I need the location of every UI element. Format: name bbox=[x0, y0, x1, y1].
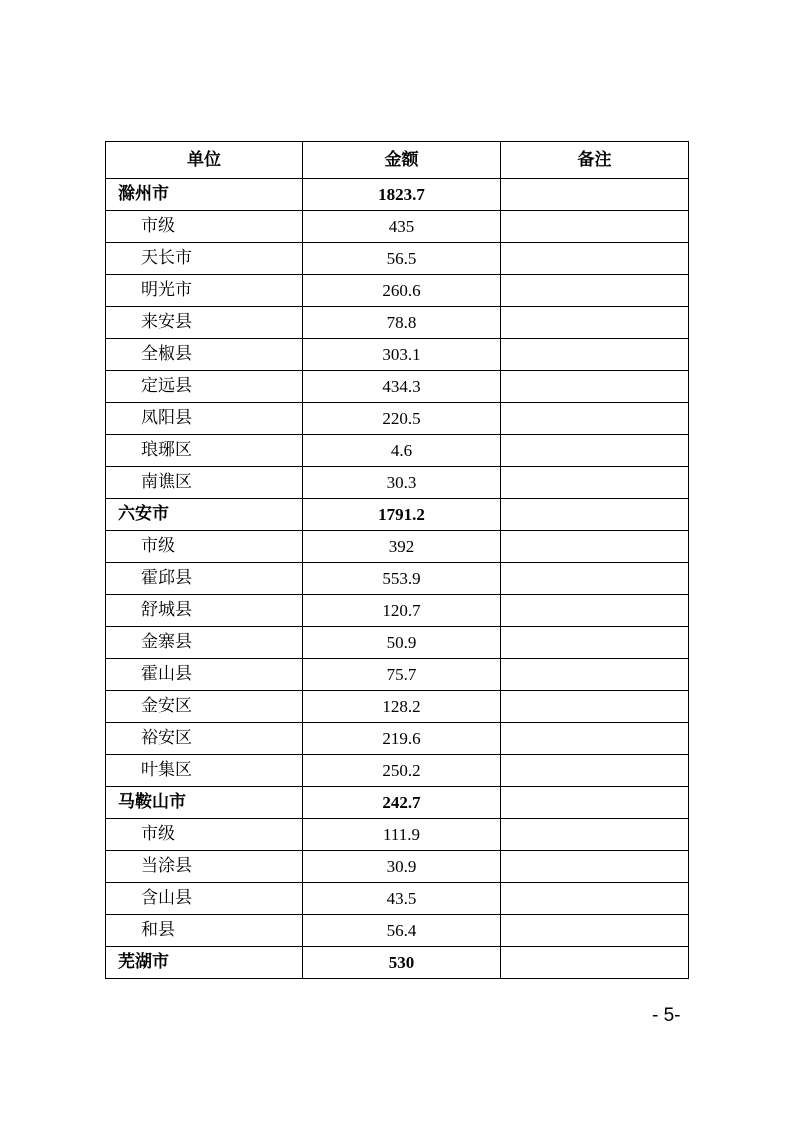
table-row bbox=[106, 403, 689, 435]
remarks-cell bbox=[501, 499, 689, 531]
remarks-cell bbox=[501, 627, 689, 659]
header-amount: 金额 bbox=[303, 142, 501, 179]
page-number: - 5- bbox=[652, 1005, 681, 1026]
remarks-cell bbox=[501, 659, 689, 691]
table-row bbox=[106, 691, 689, 723]
table-row bbox=[106, 915, 689, 947]
table-row bbox=[106, 595, 689, 627]
remarks-cell bbox=[501, 947, 689, 979]
remarks-cell bbox=[501, 723, 689, 755]
remarks-cell bbox=[501, 787, 689, 819]
city-name-cell: 芜湖市 bbox=[106, 947, 303, 979]
amount-cell: 50.9 bbox=[303, 627, 501, 659]
amount-cell: 219.6 bbox=[303, 723, 501, 755]
amount-cell: 303.1 bbox=[303, 339, 501, 371]
table-row bbox=[106, 851, 689, 883]
table-row bbox=[106, 723, 689, 755]
district-name-cell: 霍山县 bbox=[106, 659, 303, 691]
table-row bbox=[106, 531, 689, 563]
table-row bbox=[106, 883, 689, 915]
remarks-cell bbox=[501, 531, 689, 563]
amount-cell: 434.3 bbox=[303, 371, 501, 403]
amount-cell: 4.6 bbox=[303, 435, 501, 467]
district-name-cell: 天长市 bbox=[106, 243, 303, 275]
city-name-cell: 滁州市 bbox=[106, 179, 303, 211]
table-row bbox=[106, 179, 689, 211]
table-row bbox=[106, 787, 689, 819]
table-row bbox=[106, 275, 689, 307]
district-name-cell: 霍邱县 bbox=[106, 563, 303, 595]
table-row bbox=[106, 755, 689, 787]
table-row bbox=[106, 435, 689, 467]
amount-cell: 56.4 bbox=[303, 915, 501, 947]
district-name-cell: 市级 bbox=[106, 531, 303, 563]
remarks-cell bbox=[501, 211, 689, 243]
amount-cell: 75.7 bbox=[303, 659, 501, 691]
amount-cell: 260.6 bbox=[303, 275, 501, 307]
header-remarks: 备注 bbox=[501, 142, 689, 179]
table-row bbox=[106, 819, 689, 851]
district-name-cell: 明光市 bbox=[106, 275, 303, 307]
amount-cell: 242.7 bbox=[303, 787, 501, 819]
table-body bbox=[106, 179, 689, 979]
amount-cell: 128.2 bbox=[303, 691, 501, 723]
amount-cell: 43.5 bbox=[303, 883, 501, 915]
district-name-cell: 舒城县 bbox=[106, 595, 303, 627]
remarks-cell bbox=[501, 563, 689, 595]
district-name-cell: 金安区 bbox=[106, 691, 303, 723]
remarks-cell bbox=[501, 819, 689, 851]
remarks-cell bbox=[501, 339, 689, 371]
table-row bbox=[106, 211, 689, 243]
table-row bbox=[106, 371, 689, 403]
table-row bbox=[106, 307, 689, 339]
district-name-cell: 凤阳县 bbox=[106, 403, 303, 435]
remarks-cell bbox=[501, 403, 689, 435]
remarks-cell bbox=[501, 467, 689, 499]
remarks-cell bbox=[501, 243, 689, 275]
remarks-cell bbox=[501, 915, 689, 947]
remarks-cell bbox=[501, 755, 689, 787]
amount-cell: 30.3 bbox=[303, 467, 501, 499]
table-row bbox=[106, 563, 689, 595]
remarks-cell bbox=[501, 435, 689, 467]
table-row bbox=[106, 499, 689, 531]
header-unit: 单位 bbox=[106, 142, 303, 179]
district-name-cell: 叶集区 bbox=[106, 755, 303, 787]
amount-cell: 1791.2 bbox=[303, 499, 501, 531]
city-name-cell: 六安市 bbox=[106, 499, 303, 531]
district-name-cell: 当涂县 bbox=[106, 851, 303, 883]
amount-cell: 392 bbox=[303, 531, 501, 563]
district-name-cell: 金寨县 bbox=[106, 627, 303, 659]
remarks-cell bbox=[501, 307, 689, 339]
remarks-cell bbox=[501, 275, 689, 307]
remarks-cell bbox=[501, 595, 689, 627]
district-name-cell: 和县 bbox=[106, 915, 303, 947]
table-row bbox=[106, 627, 689, 659]
district-name-cell: 市级 bbox=[106, 211, 303, 243]
district-name-cell: 全椒县 bbox=[106, 339, 303, 371]
table-row bbox=[106, 947, 689, 979]
amount-cell: 111.9 bbox=[303, 819, 501, 851]
table-row bbox=[106, 659, 689, 691]
amount-cell: 120.7 bbox=[303, 595, 501, 627]
allocation-table bbox=[105, 141, 689, 979]
remarks-cell bbox=[501, 371, 689, 403]
district-name-cell: 来安县 bbox=[106, 307, 303, 339]
amount-cell: 435 bbox=[303, 211, 501, 243]
amount-cell: 30.9 bbox=[303, 851, 501, 883]
table-row bbox=[106, 339, 689, 371]
district-name-cell: 裕安区 bbox=[106, 723, 303, 755]
district-name-cell: 市级 bbox=[106, 819, 303, 851]
district-name-cell: 琅琊区 bbox=[106, 435, 303, 467]
district-name-cell: 含山县 bbox=[106, 883, 303, 915]
amount-cell: 1823.7 bbox=[303, 179, 501, 211]
table-header-row bbox=[106, 142, 689, 179]
amount-cell: 553.9 bbox=[303, 563, 501, 595]
amount-cell: 250.2 bbox=[303, 755, 501, 787]
amount-cell: 78.8 bbox=[303, 307, 501, 339]
amount-cell: 220.5 bbox=[303, 403, 501, 435]
amount-cell: 56.5 bbox=[303, 243, 501, 275]
city-name-cell: 马鞍山市 bbox=[106, 787, 303, 819]
table-row bbox=[106, 467, 689, 499]
table-row bbox=[106, 243, 689, 275]
amount-cell: 530 bbox=[303, 947, 501, 979]
district-name-cell: 南谯区 bbox=[106, 467, 303, 499]
district-name-cell: 定远县 bbox=[106, 371, 303, 403]
remarks-cell bbox=[501, 691, 689, 723]
remarks-cell bbox=[501, 851, 689, 883]
remarks-cell bbox=[501, 883, 689, 915]
remarks-cell bbox=[501, 179, 689, 211]
